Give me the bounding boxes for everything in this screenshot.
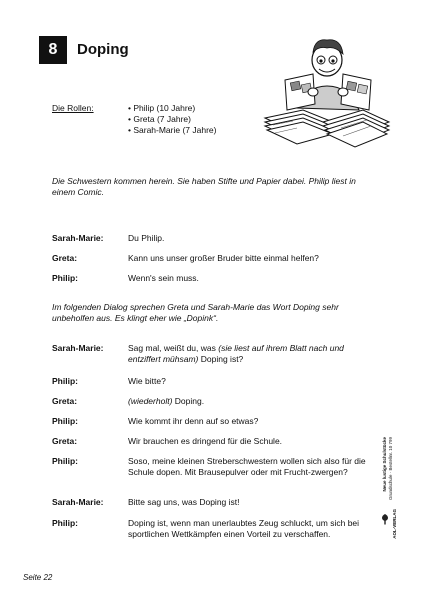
speaker-name: Philip: bbox=[52, 376, 78, 386]
dialog-line: Kann uns unser großer Bruder bitte einmal helfen? bbox=[128, 253, 319, 263]
speaker-name: Sarah-Marie: bbox=[52, 343, 104, 353]
dialog-line: Wir brauchen es dringend für die Schule. bbox=[128, 436, 283, 446]
role-item: • Philip (10 Jahre) bbox=[128, 103, 196, 113]
boy-reading-comics-illustration bbox=[263, 30, 391, 148]
stage-direction: Im folgenden Dialog sprechen Greta und Sarah-Marie das Wort Doping sehr unbeholfen aus. Es klingt eher wie „Dopink“. bbox=[52, 302, 339, 323]
speaker-name: Greta: bbox=[52, 396, 78, 406]
dialog-line: Sag mal, weißt du, was (sie liest auf ihrem Blatt nach und entziffert mühsam) Doping ist? bbox=[128, 343, 344, 364]
dialog-line: Soso, meine kleinen Streberschwestern wollen sich also für die Schule dopen. Mit Brausepulver oder mit Frucht-zwergen? bbox=[128, 456, 366, 477]
speaker-name: Philip: bbox=[52, 273, 78, 283]
dialog-line: Wenn's sein muss. bbox=[128, 273, 199, 283]
dialog-line: Doping ist, wenn man unerlaubtes Zeug schluckt, um sich bei sportlichen Wettkämpfen einen Vorteil zu verschaffen. bbox=[128, 518, 360, 539]
dialog-line: Wie bitte? bbox=[128, 376, 166, 386]
page-title: Doping bbox=[77, 41, 129, 58]
order-number: Grundschule · Bestellnr. 10 799 bbox=[388, 437, 393, 501]
roles-label: Die Rollen: bbox=[52, 103, 94, 113]
dialog-line: (wiederholt) Doping. bbox=[128, 396, 205, 406]
book-title: Neue lustige Schulstücke bbox=[382, 437, 387, 492]
speaker-name: Greta: bbox=[52, 253, 78, 263]
speaker-name: Philip: bbox=[52, 518, 78, 528]
role-item: • Sarah-Marie (7 Jahre) bbox=[128, 125, 217, 135]
publisher-sidebar bbox=[378, 437, 408, 557]
chapter-number: 8 bbox=[48, 41, 58, 58]
dialog-line: Wie kommt ihr denn auf so etwas? bbox=[128, 416, 259, 426]
publisher-name: AOL-VERLAG bbox=[392, 509, 397, 539]
speaker-name: Philip: bbox=[52, 456, 78, 466]
page-number: Seite 22 bbox=[23, 573, 53, 582]
speaker-name: Sarah-Marie: bbox=[52, 233, 104, 243]
chapter-number-box bbox=[39, 36, 67, 64]
dialog-line: Bitte sag uns, was Doping ist! bbox=[128, 497, 240, 507]
dialog-line: Du Philip. bbox=[128, 233, 165, 243]
stage-direction: Die Schwestern kommen herein. Sie haben Stifte und Papier dabei. Philip liest in einem Comic. bbox=[52, 176, 356, 197]
roles-list bbox=[128, 103, 216, 136]
role-item: • Greta (7 Jahre) bbox=[128, 114, 191, 124]
speaker-name: Greta: bbox=[52, 436, 78, 446]
speaker-name: Sarah-Marie: bbox=[52, 497, 104, 507]
speaker-name: Philip: bbox=[52, 416, 78, 426]
tree-logo-icon bbox=[380, 513, 390, 525]
